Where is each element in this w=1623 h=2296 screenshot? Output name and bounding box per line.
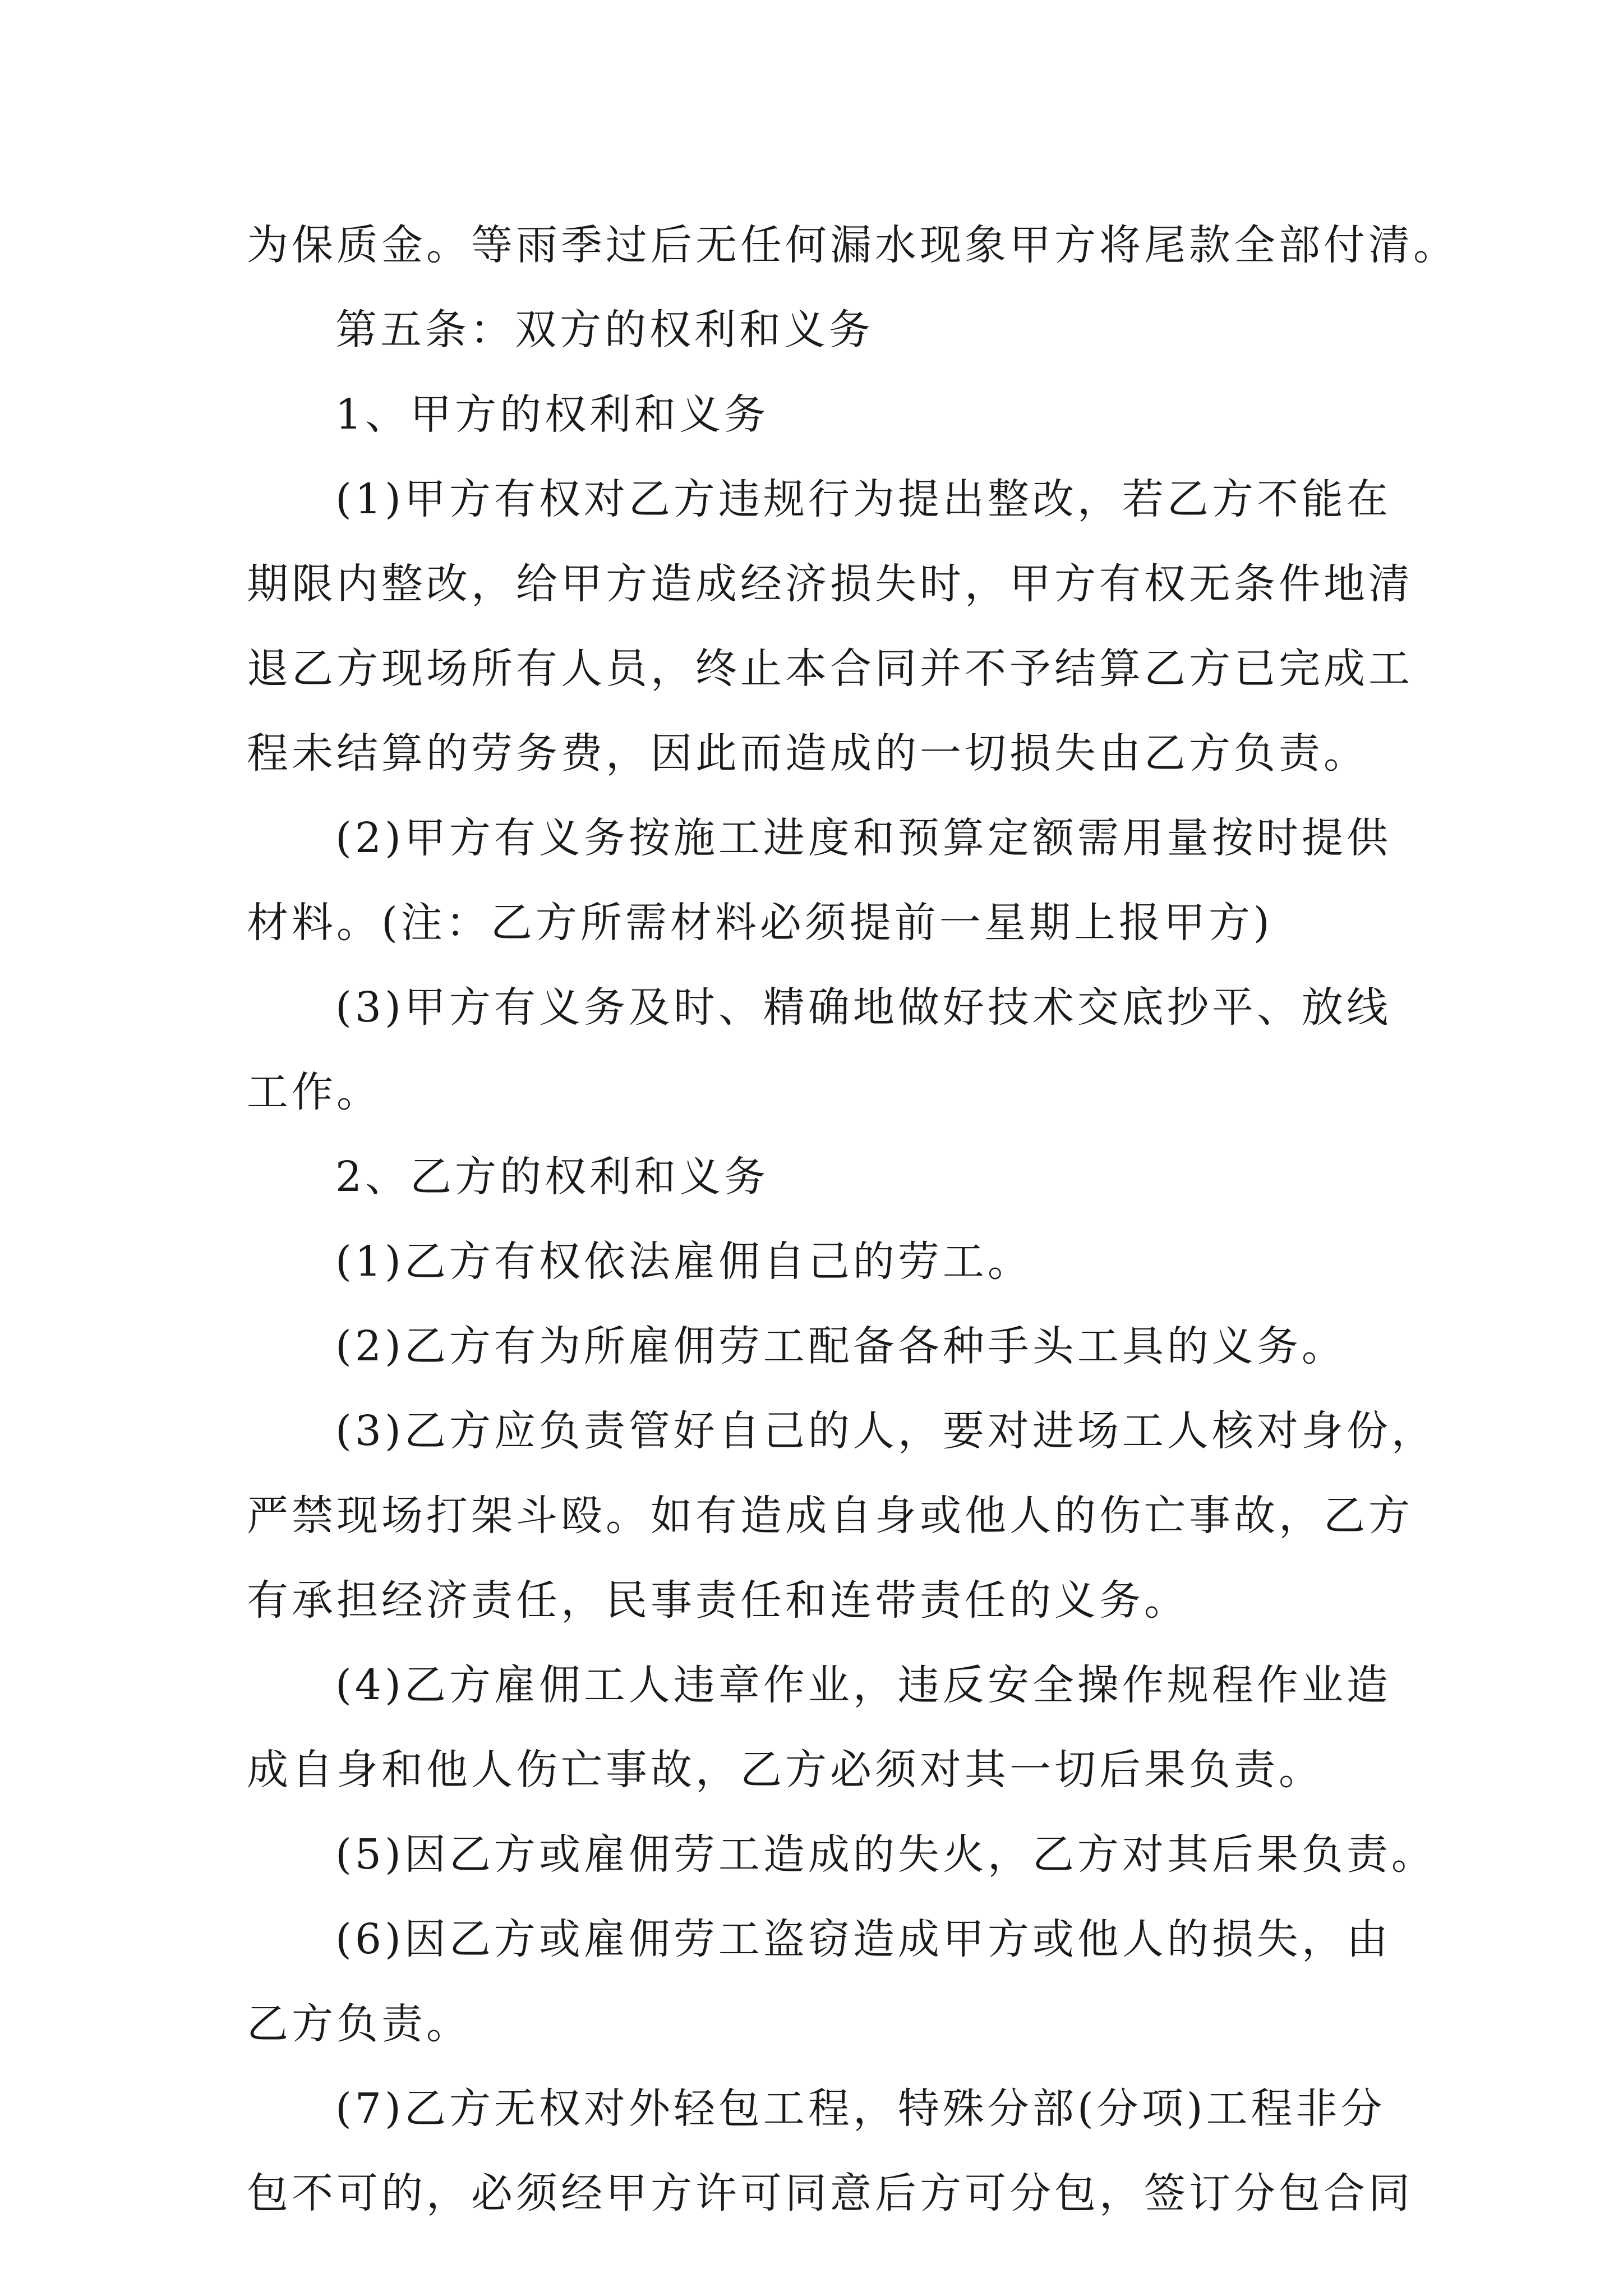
document-body [247,203,1458,2236]
text-line: (3)甲方有义务及时、精确地做好技术交底抄平、放线 [335,983,1391,1032]
section-heading: 第五条：双方的权利和义务 [335,306,874,354]
text-line: (1)乙方有权依法雇佣自己的劳工。 [335,1237,1032,1286]
text-line: (2)乙方有为所雇佣劳工配备各种手头工具的义务。 [335,1322,1347,1370]
text-line: (5)因乙方或雇佣劳工造成的失火，乙方对其后果负责。 [335,1830,1436,1879]
text-line: 退乙方现场所有人员，终止本合同并不予结算乙方已完成工 [247,645,1413,693]
text-line: (2)甲方有义务按施工进度和预算定额需用量按时提供 [335,814,1391,862]
text-line: (3)乙方应负责管好自己的人，要对进场工人核对身份， [335,1407,1436,1455]
text-line: 成自身和他人伤亡事故，乙方必须对其一切后果负责。 [247,1746,1324,1794]
text-line: 为保质金。等雨季过后无任何漏水现象甲方将尾款全部付清。 [247,221,1458,269]
subsection-heading: 2、乙方的权利和义务 [335,1153,769,1201]
text-line: 严禁现场打架斗殴。如有造成自身或他人的伤亡事故，乙方 [247,1492,1413,1540]
text-line: (1)甲方有权对乙方违规行为提出整改，若乙方不能在 [335,475,1391,523]
text-line: 工作。 [247,1068,381,1116]
text-line: 材料。(注：乙方所需材料必须提前一星期上报甲方) [247,899,1273,947]
text-line: (7)乙方无权对外轻包工程，特殊分部(分项)工程非分 [335,2085,1386,2133]
text-line: 期限内整改，给甲方造成经济损失时，甲方有权无条件地清 [247,560,1413,608]
text-line: 有承担经济责任，民事责任和连带责任的义务。 [247,1576,1189,1625]
text-line: 程未结算的劳务费，因此而造成的一切损失由乙方负责。 [247,729,1368,777]
text-line: 包不可的，必须经甲方许可同意后方可分包，签订分包合同 [247,2169,1413,2217]
text-line: (4)乙方雇佣工人违章作业，违反安全操作规程作业造 [335,1661,1391,1709]
text-line: (6)因乙方或雇佣劳工盗窃造成甲方或他人的损失，由 [335,1915,1391,1963]
text-line: 乙方负责。 [247,2000,471,2048]
subsection-heading: 1、甲方的权利和义务 [335,390,769,439]
